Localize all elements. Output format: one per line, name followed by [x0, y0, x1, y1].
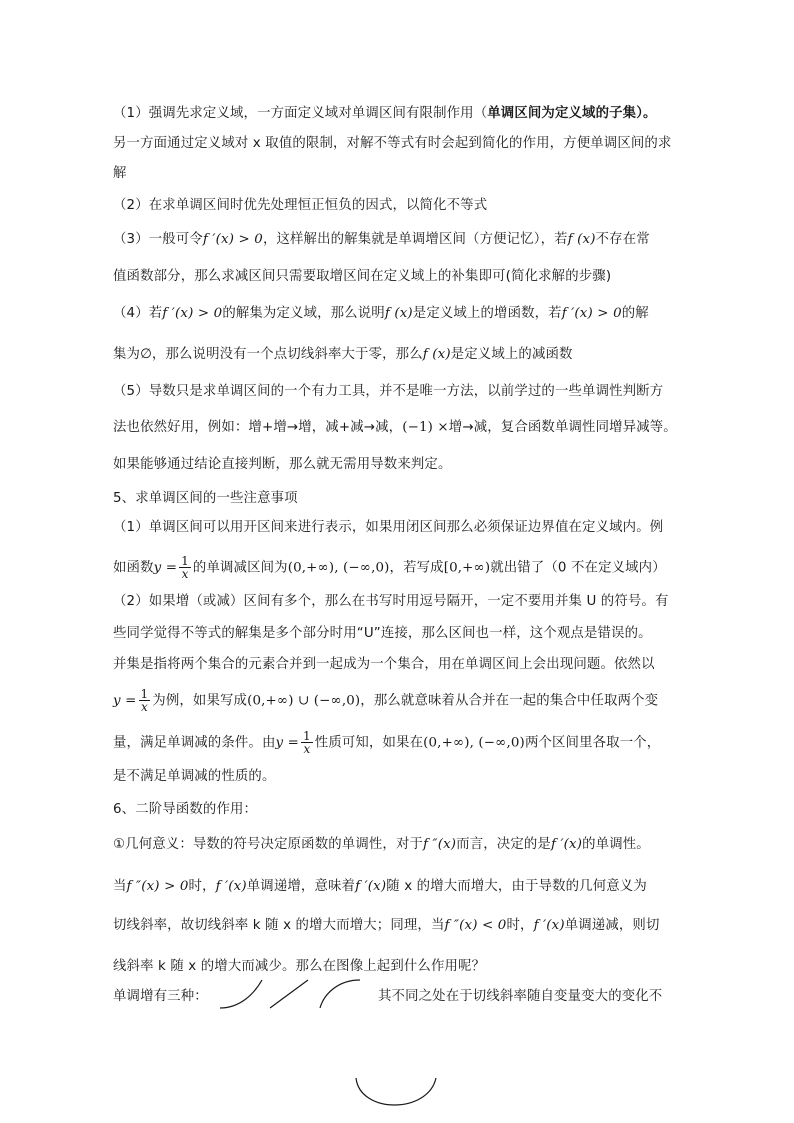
para-3-line-1: （3）一般可令f ′(x) > 0，这样解出的解集就是单调增区间（方便记忆），若f (x)不存在常	[113, 232, 650, 247]
math-fx: f (x)	[567, 232, 596, 247]
para-8-line-1: ①几何意义：导数的符号决定原函数的单调性，对于f ″(x)而言，决定的是f ′(x)的单调性。	[113, 837, 650, 852]
para-4-line-2: 集为∅，那么说明没有一个点切线斜率大于零，那么f (x)是定义域上的减函数	[113, 347, 573, 362]
para-8-line-4: 线斜率 k 随 x 的增大而减少。那么在图像上起到什么作用呢？	[113, 959, 486, 974]
para-7-line-1: （2）如果增（或减）区间有多个，那么在书写时用逗号隔开，一定不要用并集 U 的符号。有	[113, 594, 669, 609]
para-5-line-2: 法也依然好用，例如：增+增→增，减+减→减，(−1) ×增→减，复合函数单调性同增异减等。	[113, 420, 677, 435]
fraction-1-over-x: $\frac{1}{x}$	[140, 687, 149, 714]
para-8-line-5b: 其不同之处在于切线斜率随自变量变大的变化不	[378, 989, 663, 1004]
para-8-line-2: 当f ″(x) > 0时，f ′(x)单调递增，意味着f ′(x)随 x 的增大而增大，由于导数的几何意义为	[113, 879, 647, 894]
section-6-title: 6、二阶导函数的作用：	[113, 802, 258, 817]
para-1-bold: 单调区间为定义域的子集）。	[487, 106, 657, 121]
straight-line-sketch	[264, 976, 314, 1012]
para-1-line-1	[113, 104, 693, 124]
para-7-line-2: 些同学觉得不等式的解集是多个部分时用“U”连接，那么区间也一样，这个观点是错误的。	[113, 626, 652, 641]
para-7-line-3: 并集是指将两个集合的元素合并到一起成为一个集合，用在单调区间上会出现问题。依然以	[113, 657, 655, 672]
fraction-1-over-x: $\frac{1}{x}$	[303, 729, 311, 756]
para-8-line-3: 切线斜率，故切线斜率 k 随 x 的增大而增大；同理，当f ″(x) < 0时，f ′(x)单调递减，则切	[113, 918, 660, 933]
para-5-line-3: 如果能够通过结论直接判断，那么就无需用导数来判定。	[113, 457, 452, 472]
para-2: （2）在求单调区间时优先处理恒正恒负的因式，以简化不等式	[113, 198, 488, 213]
concave-up-curve-sketch	[216, 976, 266, 1012]
para-1-line-3: 解	[113, 166, 127, 181]
para-7-line-5: 量，满足单调减的条件。由y = $\frac{1}{x}$ 性质可知，如果在(0,+∞), (−∞,0)两个区间里各取一个，	[113, 729, 661, 756]
section-5-title: 5、求单调区间的一些注意事项	[113, 491, 298, 506]
para-7-line-4: y = $\frac{1}{x}$ 为例，如果写成(0,+∞) ∪ (−∞,0)，那么就意味着从合并在一起的集合中任取两个变	[113, 687, 659, 714]
para-7-line-6: 是不满足单调减的性质的。	[113, 769, 276, 784]
bowl-curve-sketch	[346, 1070, 446, 1120]
para-1-text: （1）强调先求定义域，一方面定义域对单调区间有限制作用（	[113, 106, 488, 121]
empty-set-symbol: ∅	[140, 347, 152, 362]
para-3-line-2: 值函数部分，那么求减区间只需要取增区间在定义域上的补集即可(简化求解的步骤)	[113, 269, 612, 284]
para-1-line-2: 另一方面通过定义域对 x 取值的限制，对解不等式有时会起到简化的作用，方便单调区间的求	[113, 136, 672, 151]
concave-down-curve-sketch	[316, 976, 366, 1012]
para-8-line-5a: 单调增有三种：	[113, 989, 208, 1004]
para-5-line-1: （5）导数只是求单调区间的一个有力工具，并不是唯一方法，以前学过的一些单调性判断方	[113, 384, 664, 399]
para-6-line-1: （1）单调区间可以用开区间来进行表示，如果用闭区间那么必须保证边界值在定义域内。例	[113, 520, 664, 535]
para-6-line-2: 如函数y = $\frac{1}{x}$ 的单调减区间为(0,+∞), (−∞,0)，若写成[0,+∞)就出错了（0 不在定义域内）	[113, 554, 666, 581]
fraction-1-over-x: $\frac{1}{x}$	[181, 554, 189, 581]
math-fprime-gt0: f ′(x) > 0	[202, 232, 263, 247]
para-4-line-1: （4）若f ′(x) > 0的解集为定义域，那么说明f (x)是定义域上的增函数，若f ′(x) > 0的解	[113, 306, 649, 321]
